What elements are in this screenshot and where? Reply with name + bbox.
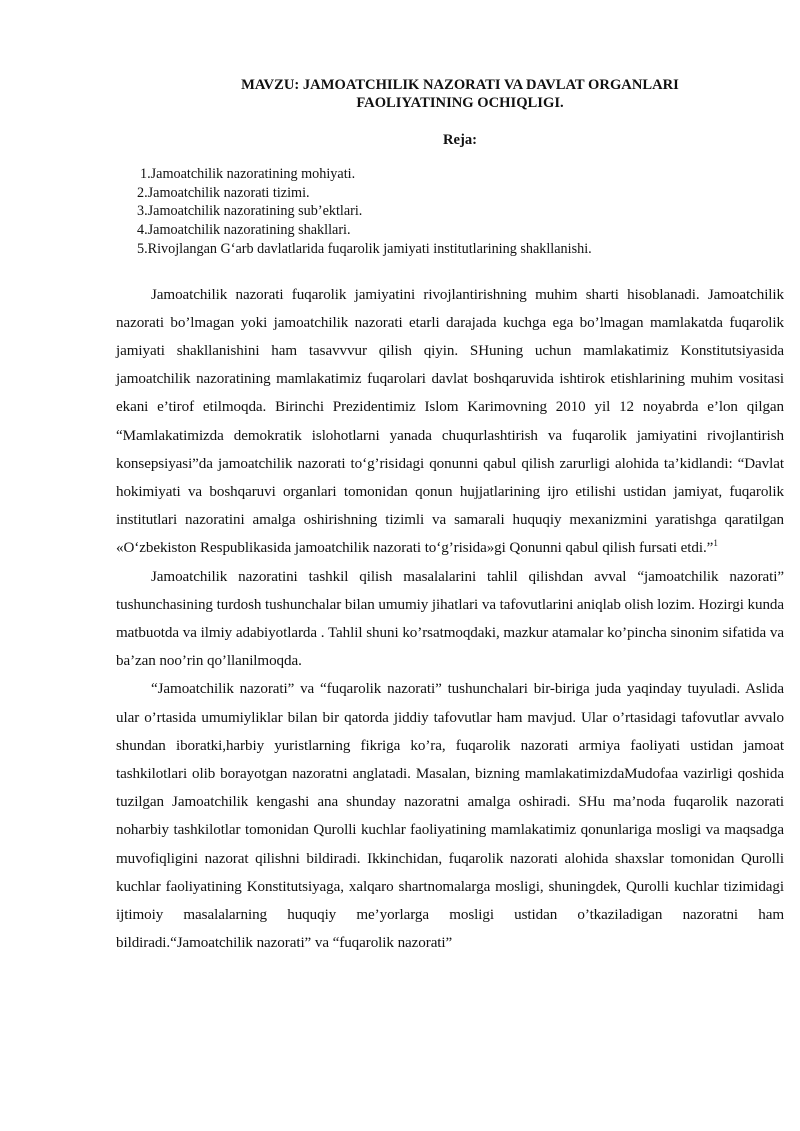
plan-item: 4.Jamoatchilik nazoratining shakllari. bbox=[137, 222, 351, 239]
plan-item: 5.Rivojlangan G‘arb davlatlarida fuqarolik jamiyati institutlarining shakllanishi. bbox=[137, 240, 592, 257]
body-paragraph-3: “Jamoatchilik nazorati” va “fuqarolik nazorati” tushunchalari bir-biriga juda yaqinday tuyuladi. Aslida ular o’rtasida umumiyliklar bilan bir qatorda jiddiy tafovutlar ham mavjud. Ular o’rtasidagi tafovutlar avvalo shundan iboratki,harbiy yuristlarning fikriga ko’ra, fuqarolik nazorati armiya faoliyati ustidan jamoat tashkilotlari olib borayotgan nazoratni anglatadi. Masalan, bizning mamlakatimizdaMudofaa vazirligi qoshida tuzilgan Jamoatchilik kengashi ana shunday nazoratni amalga oshiradi. SHu ma’noda fuqarolik nazorati noharbiy tashkilotlar tomonidan Qurolli kuchlar faoliyatining mamlakatimiz qonunlariga mosligi va maqsadga muvofiqligini nazorat qilishni bildiradi. Ikkinchidan, fuqarolik nazorati alohida shaxslar tomonidan Qurolli kuchlar faoliyatining Konstitutsiyaga, xalqaro shartnomalarga mosligi, shuningdek, Qurolli kuchlar tizimidagi ijtimoiy masalalarning huquqiy me’yorlarga mosligi ustidan o’tkaziladigan nazoratni ham bildiradi.“Jamoatchilik nazorati” va “fuqarolik nazorati” bbox=[116, 681, 784, 952]
plan-list bbox=[116, 165, 784, 259]
footnote-marker[interactable]: 1 bbox=[713, 538, 718, 549]
plan-item: 1.Jamoatchilik nazoratining mohiyati. bbox=[140, 166, 356, 182]
plan-heading: Reja: bbox=[442, 132, 478, 148]
paragraph-1-text: Jamoatchilik nazorati fuqarolik jamiyatini rivojlantirishning muhim sharti hisoblanadi. Jamoatchilik nazorati bo’lmagan yoki jamoatchilik nazorati etarli darajada kuchga ega bo’lmagan mamlakatda fuqarolik jamiyati shakllanishini ham tasavvvur qilish qiyin. SHuning uchun mamlakatimiz Konstitutsiyasida jamoatchilik nazoratining mamlakatimiz fuqarolari davlat boshqaruvida ishtirok etishlarining muhim vositasi ekani e’tirof etilmoqda. Birinchi Prezidentimiz Islom Karimovning 2010 yil 12 noyabrda e’lon qilgan “Mamlakatimizda demokratik islohotlarni yanada chuqurlashtirish va fuqarolik jamiyatini rivojlantirish konsepsiyasi”da jamoatchilik nazorati to‘g’risidagi qonunni qabul qilish zarurligi alohida ta’kidlandi: “Davlat hokimiyati va boshqaruvi organlari tomonidan qonun hujjatlarining ijro etilishi ustidan jamiyat, fuqarolik institutlari nazoratini amalga oshirishning tizimli va samarali huquqiy mexanizmini yaratishga qaratilgan «O‘zbekiston Respublikasida jamoatchilik nazorati to‘g’risida»gi Qonunni qabul qilish fursati etdi.” bbox=[116, 286, 784, 557]
plan-item: 2.Jamoatchilik nazorati tizimi. bbox=[137, 184, 310, 201]
plan-item: 3.Jamoatchilik nazoratining sub’ektlari. bbox=[137, 203, 363, 220]
body-paragraph-2: Jamoatchilik nazoratini tashkil qilish masalalarini tahlil qilishdan avval “jamoatchilik nazorati” tushunchasining turdosh tushunchalar bilan umumiy jihatlari va tafovutlarini aniqlab olish lozim. Hozirgi kunda matbuotda va ilmiy adabiyotlarda . Tahlil shuni ko’rsatmoqdaki, mazkur atamalar ko’pincha sinonim sifatida va ba’zan noo’rin qo’llanilmoqda. bbox=[116, 568, 784, 670]
title-line-1: MAVZU: JAMOATCHILIK NAZORATI VA DAVLAT ORGANLARI bbox=[241, 77, 679, 93]
title-line-2: FAOLIYATINING OCHIQLIGI. bbox=[356, 95, 564, 111]
document-title bbox=[116, 76, 784, 112]
document-page bbox=[116, 76, 784, 957]
body-paragraph-1 bbox=[116, 281, 784, 563]
